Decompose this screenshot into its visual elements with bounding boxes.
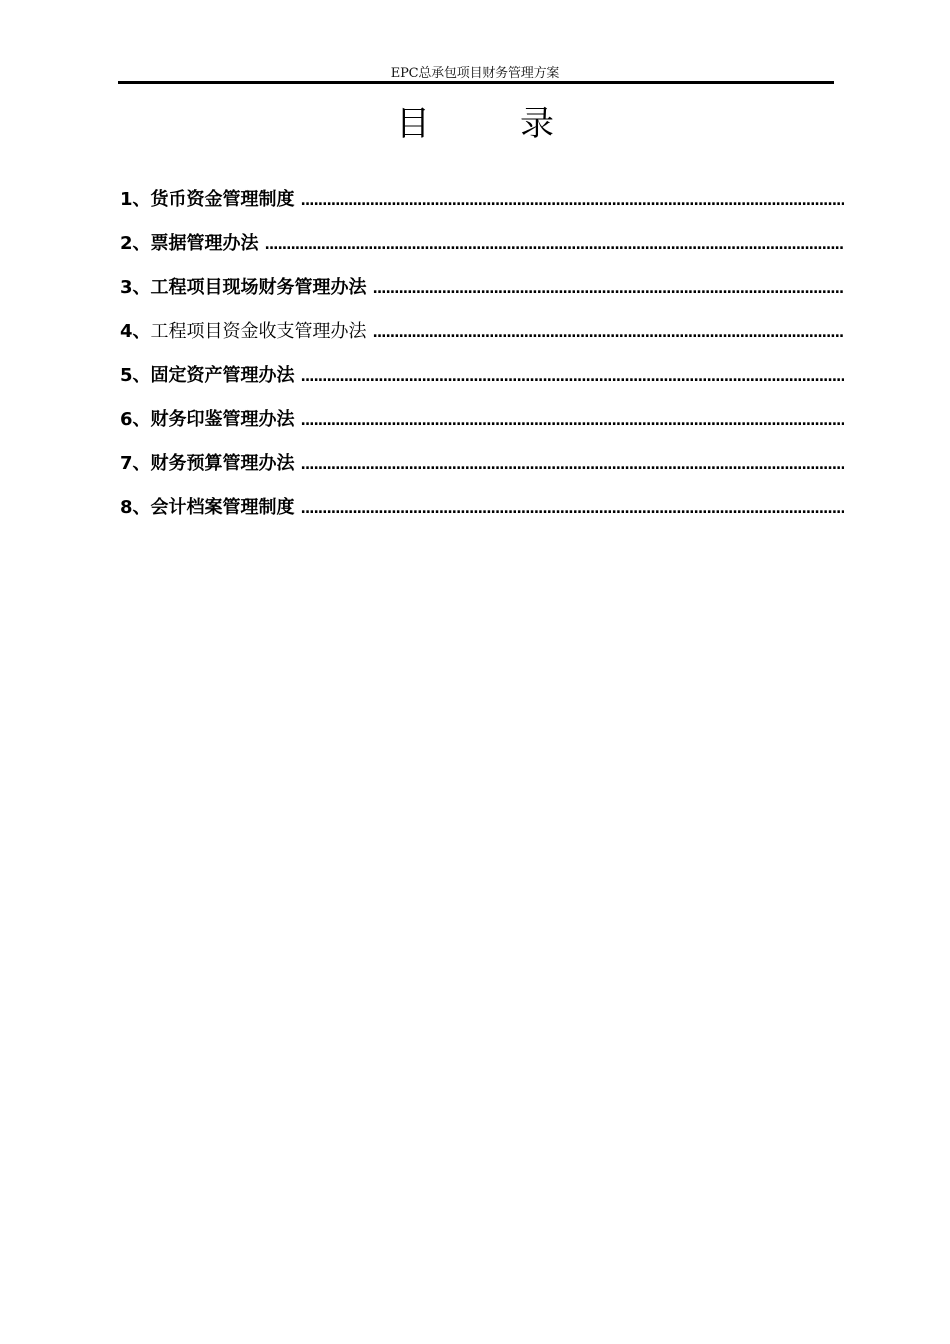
- dot-leader: [373, 275, 844, 303]
- table-of-contents: [120, 186, 844, 538]
- dot-leader: [301, 363, 844, 391]
- dot-leader: [301, 187, 844, 215]
- toc-entry-label: 财务印鉴管理办法: [150, 409, 295, 430]
- toc-entry-number: 5、: [120, 365, 151, 386]
- toc-entry-number: 8、: [120, 497, 151, 518]
- toc-entry-3[interactable]: [120, 274, 844, 318]
- toc-entry-number: 7、: [120, 453, 151, 474]
- dot-leader: [301, 407, 844, 435]
- dot-leader: [301, 495, 844, 523]
- dot-leader: [265, 231, 844, 259]
- toc-entry-1[interactable]: [120, 186, 844, 230]
- toc-entry-label: 工程项目现场财务管理办法: [150, 277, 367, 298]
- toc-entry-label: 会计档案管理制度: [150, 497, 295, 518]
- toc-entry-2[interactable]: [120, 230, 844, 274]
- toc-entry-label: 财务预算管理办法: [150, 453, 295, 474]
- toc-entry-6[interactable]: [120, 406, 844, 450]
- toc-entry-label: 票据管理办法: [150, 233, 259, 254]
- toc-entry-number: 1、: [120, 189, 151, 210]
- dot-leader: [301, 451, 844, 479]
- toc-entry-number: 6、: [120, 409, 151, 430]
- toc-entry-label: 固定资产管理办法: [150, 365, 295, 386]
- toc-entry-4[interactable]: [120, 318, 844, 362]
- toc-entry-number: 3、: [120, 277, 151, 298]
- dot-leader: [373, 319, 844, 347]
- toc-entry-5[interactable]: [120, 362, 844, 406]
- toc-entry-number: 4、: [120, 321, 151, 342]
- toc-title: 目 录: [396, 104, 582, 144]
- toc-entry-7[interactable]: [120, 450, 844, 494]
- toc-entry-label: 货币资金管理制度: [150, 189, 295, 210]
- header-rule: [118, 81, 834, 84]
- toc-entry-8[interactable]: [120, 494, 844, 538]
- toc-entry-label: 工程项目资金收支管理办法: [150, 321, 367, 342]
- toc-entry-number: 2、: [120, 233, 151, 254]
- running-header: EPC总承包项目财务管理方案: [390, 66, 560, 81]
